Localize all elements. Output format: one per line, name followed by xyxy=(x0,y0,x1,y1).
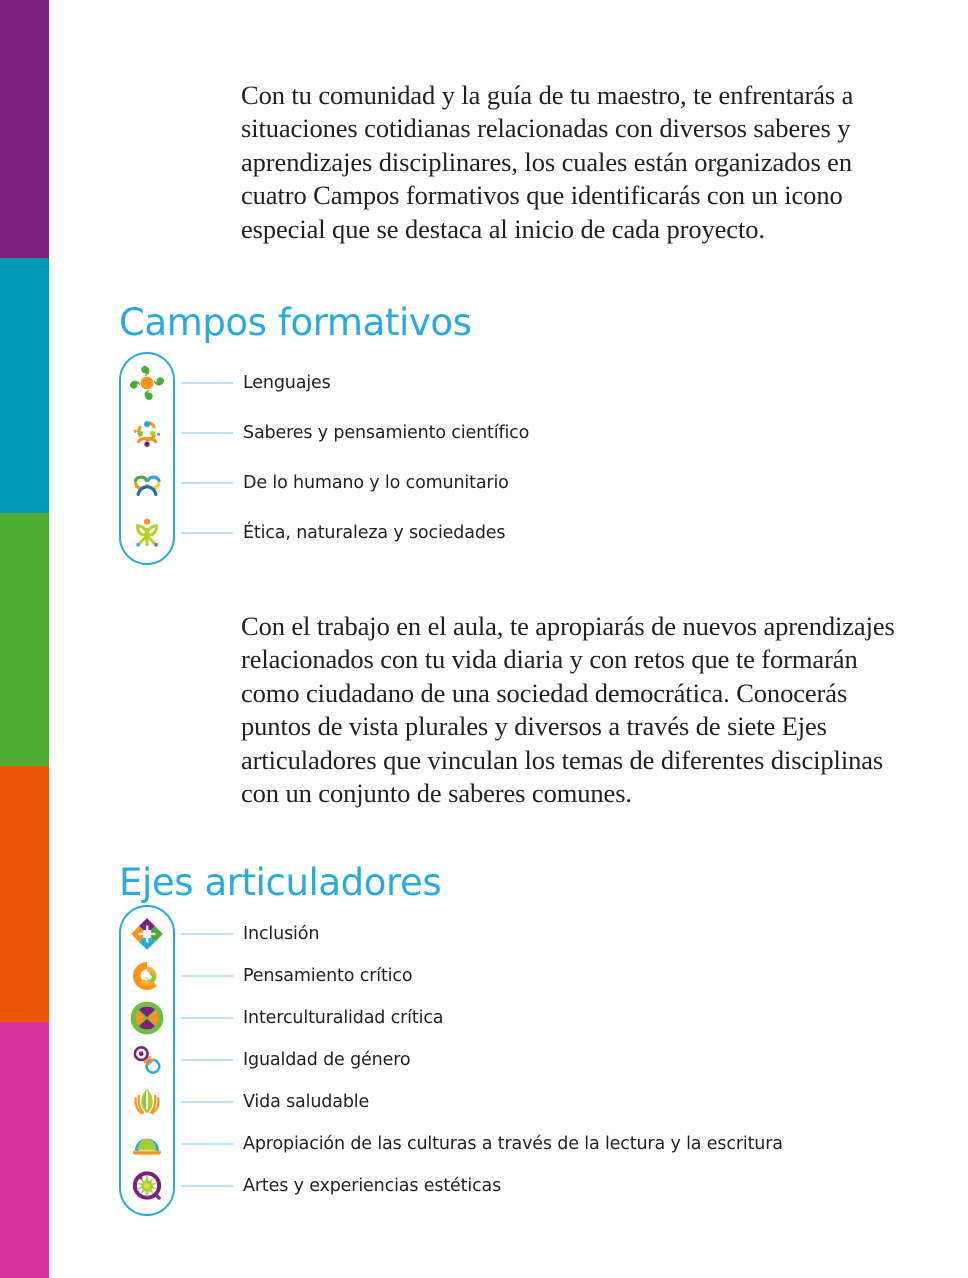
inclusion-icon xyxy=(119,913,175,955)
list-item[interactable] xyxy=(119,955,783,997)
igualdad-de-genero-icon xyxy=(119,1039,175,1081)
leader-line xyxy=(181,1059,233,1061)
leader-line xyxy=(181,382,233,384)
middle-paragraph: Con el trabajo en el aula, te apropiarás de nuevos aprendizajes relacionados con tu vida diaria y con retos que te formarán como ciudadano de una sociedad democrática. Conocerás puntos de vista plurales y diversos a través de siete Ejes articuladores que vinculan los temas de diferentes disciplinas con un conjunto de saberes comunes. xyxy=(241,610,895,809)
list-item-label: Ética, naturaleza y sociedades xyxy=(243,523,506,543)
list-item[interactable] xyxy=(119,408,529,458)
color-band-teal xyxy=(0,258,49,513)
color-band-orange xyxy=(0,766,49,1022)
color-band-purple xyxy=(0,0,49,258)
intro-paragraph: Con tu comunidad y la guía de tu maestro, te enfrentarás a situaciones cotidianas relacionadas con diversos saberes y aprendizajes disciplinares, los cuales están organizados en cuatro Campos formativos que identificarás con un icono especial que se destaca al inicio de cada proyecto. xyxy=(241,79,854,244)
artes-experiencias-esteticas-icon xyxy=(119,1165,175,1207)
leader-line xyxy=(181,1101,233,1103)
list-item-label: Vida saludable xyxy=(243,1092,370,1112)
list-item[interactable] xyxy=(119,1039,783,1081)
ejes-articuladores-heading: Ejes articuladores xyxy=(119,860,442,904)
list-item-label: Inclusión xyxy=(243,924,320,944)
left-color-rail xyxy=(0,0,49,1278)
apropiacion-culturas-lectura-escritura-icon xyxy=(119,1123,175,1165)
list-item[interactable] xyxy=(119,358,529,408)
leader-line xyxy=(181,532,233,534)
leader-line xyxy=(181,1185,233,1187)
leader-line xyxy=(181,482,233,484)
leader-line xyxy=(181,432,233,434)
campos-formativos-heading: Campos formativos xyxy=(119,300,472,344)
leader-line xyxy=(181,975,233,977)
list-item[interactable] xyxy=(119,1165,783,1207)
color-band-green xyxy=(0,513,49,766)
list-item[interactable] xyxy=(119,1123,783,1165)
ejes-articuladores-list xyxy=(119,905,783,1207)
pensamiento-critico-icon xyxy=(119,955,175,997)
interculturalidad-critica-icon xyxy=(119,997,175,1039)
list-item-label: Artes y experiencias estéticas xyxy=(243,1176,502,1196)
list-item[interactable] xyxy=(119,913,783,955)
campos-formativos-list xyxy=(119,352,529,558)
list-item-label: Igualdad de género xyxy=(243,1050,411,1070)
humano-comunitario-icon xyxy=(119,458,175,508)
leader-line xyxy=(181,1143,233,1145)
list-item-label: Interculturalidad crítica xyxy=(243,1008,444,1028)
page-content xyxy=(49,0,968,1278)
vida-saludable-icon xyxy=(119,1081,175,1123)
leader-line xyxy=(181,933,233,935)
list-item[interactable] xyxy=(119,508,529,558)
list-item-label: Pensamiento crítico xyxy=(243,966,413,986)
list-item[interactable] xyxy=(119,1081,783,1123)
color-band-magenta xyxy=(0,1022,49,1278)
list-item-label: Lenguajes xyxy=(243,373,331,393)
lenguajes-icon xyxy=(119,358,175,408)
list-item[interactable] xyxy=(119,997,783,1039)
list-item-label: De lo humano y lo comunitario xyxy=(243,473,509,493)
list-item[interactable] xyxy=(119,458,529,508)
leader-line xyxy=(181,1017,233,1019)
saberes-pensamiento-cientifico-icon xyxy=(119,408,175,458)
list-item-label: Saberes y pensamiento científico xyxy=(243,423,530,443)
list-item-label: Apropiación de las culturas a través de la lectura y la escritura xyxy=(243,1134,783,1154)
etica-naturaleza-sociedades-icon xyxy=(119,508,175,558)
